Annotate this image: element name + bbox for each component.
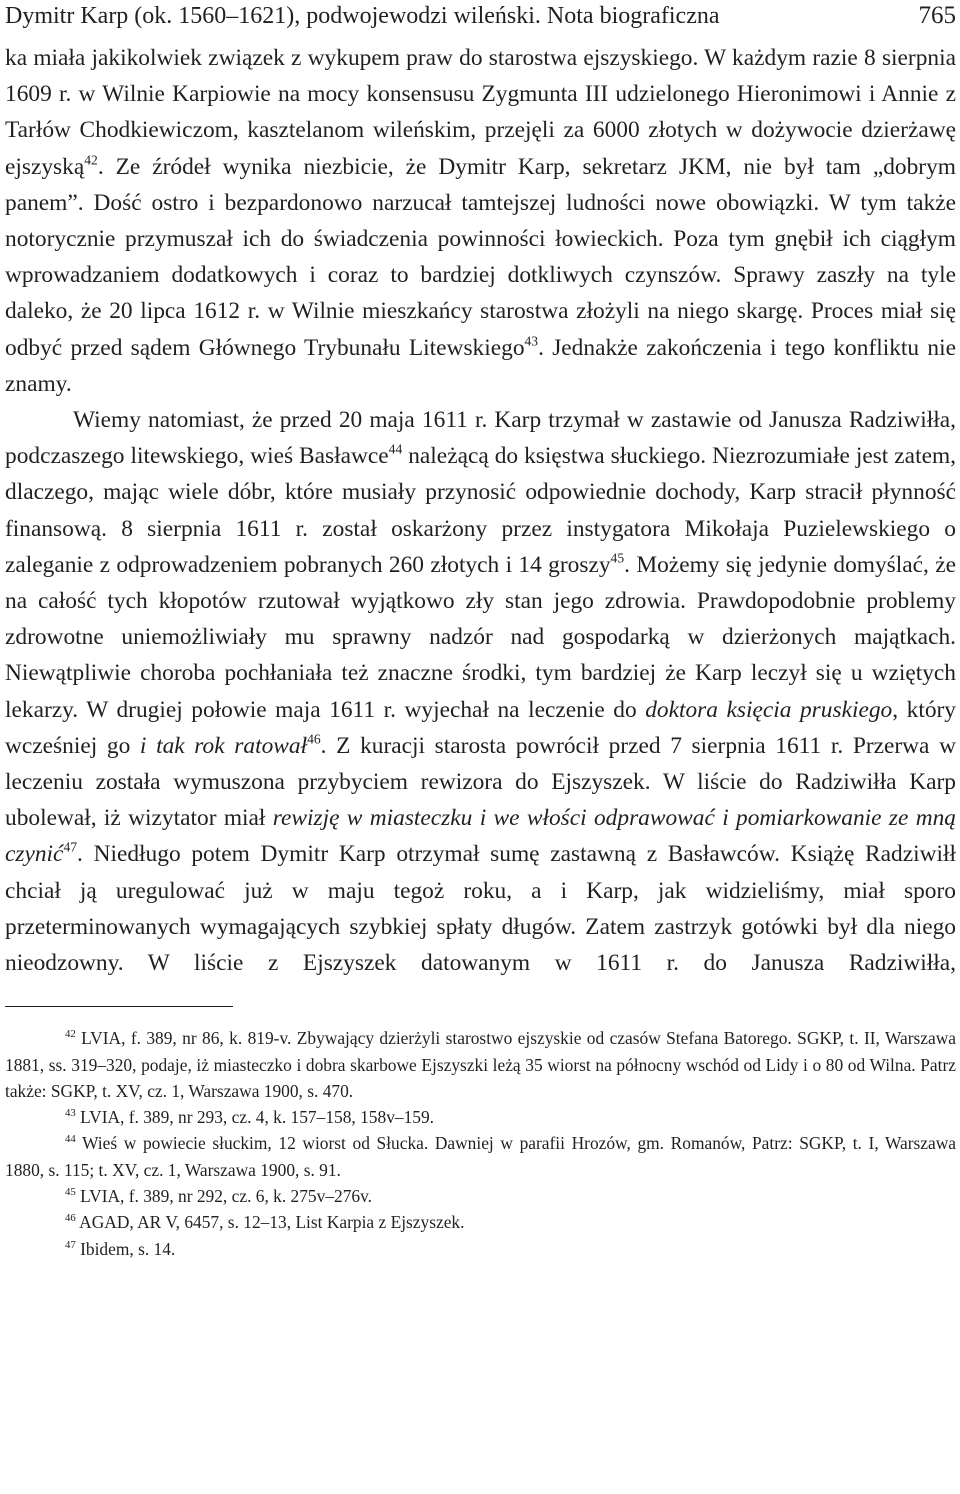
footnote-text: Ibidem, s. 14. bbox=[75, 1238, 176, 1259]
text-run: . Ze źródeł wynika niezbicie, że Dymitr Karp, sekretarz JKM, nie był tam „dobrym panem”. Dość ostro i bezpardonowo narzucał tamtejszej ludności nowe obowiązki. W tym także notorycznie przymuszał ich do świadczenia powinności łowieckich. Poza tym gnębił ich ciągłym wprowadzaniem dodatkowych i coraz to bardziej dotkliwych czynszów. Sprawy zaszły na tyle daleko, że 20 lipca 1612 r. w Wilnie mieszkańcy starostwa złożyli na niego skargę. Proces miał się odbyć przed sądem Głównego Trybunału Litewskiego bbox=[5, 153, 956, 361]
running-head-title: Dymitr Karp (ok. 1560–1621), podwojewodzi wileński. Nota biograficzna bbox=[5, 3, 720, 29]
text-run: Wiemy natomiast, że przed 20 maja 1611 r. Karp trzymał w zastawie od Janusza Radziwiłła, podczaszego litewskiego, wieś Basławce bbox=[5, 407, 956, 470]
footnote-43 bbox=[5, 1104, 956, 1130]
footnote-ref-46[interactable]: 46 bbox=[307, 731, 321, 747]
paragraph-1 bbox=[5, 40, 956, 402]
footnote-ref-47[interactable]: 47 bbox=[63, 839, 78, 855]
footnote-45 bbox=[5, 1183, 956, 1209]
footnote-divider bbox=[5, 1006, 233, 1007]
page bbox=[5, 0, 956, 1262]
text-run: ka miała jakikolwiek związek z wykupem praw do starostwa ejszyskiego. W każdym razie 8 sierpnia 1609 r. w Wilnie Karpiowie na mocy konsensusu Zygmunta III udzielonego Hieronimowi i Annie z Tarłów Chodkiewiczom, kasztelanom wileńskim, przejęli za 6000 złotych w dożywocie dzierżawę ejszyską bbox=[5, 45, 956, 180]
quote-italic: i tak rok ratował bbox=[139, 732, 308, 759]
footnote-44 bbox=[5, 1130, 956, 1183]
quote-italic: rewizję w miasteczku i we włości odprawować i pomiarkowanie ze mną czynić bbox=[5, 805, 957, 868]
footnote-text: LVIA, f. 389, nr 292, cz. 6, k. 275v–276v. bbox=[75, 1186, 373, 1207]
footnote-42 bbox=[5, 1025, 956, 1104]
footnote-number: 47 bbox=[65, 1238, 76, 1251]
text-run: . Możemy się jedynie domyślać, że na całość tych kłopotów rzutował wyjątkowo zły stan jego zdrowia. Prawdopodobnie problemy zdrowotne uniemożliwiały mu sprawny nadzór nad gospodarką w dzierżonych majątkach. Niewątpliwie choroba pochłaniała też znaczne środki, tym bardziej że Karp leczył się u wziętych lekarzy. W drugiej połowie maja 1611 r. wyjechał na leczenie do bbox=[5, 551, 956, 723]
footnote-number: 44 bbox=[65, 1133, 76, 1146]
footnote-text: AGAD, AR V, 6457, s. 12–13, List Karpia z Ejszyszek. bbox=[75, 1212, 465, 1233]
footnote-46 bbox=[5, 1209, 956, 1235]
text-run: . Niedługo potem Dymitr Karp otrzymał sumę zastawną z Basławców. Książę Radziwiłł chciał ją uregulować już w maju tegoż roku, a i Karp, jak widzieliśmy, miał sporo przeterminowanych wymagających szybkiej spłaty długów. Zatem zastrzyk gotówki był dla niego nieodzowny. W liście z Ejszyszek datowanym w 1611 r. do Janusza Radziwiłła, bbox=[5, 841, 956, 977]
text-run: . Z kuracji starosta powrócił przed 7 sierpnia 1611 r. Przerwa w leczeniu została wymuszona przybyciem rewizora do Ejszyszek. W liście do Radziwiłła Karp ubolewał, iż wizytator miał bbox=[5, 732, 956, 832]
footnote-text: LVIA, f. 389, nr 293, cz. 4, k. 157–158, 158v–159. bbox=[75, 1107, 435, 1128]
paragraph-2 bbox=[5, 402, 956, 981]
footnote-number: 42 bbox=[65, 1028, 76, 1041]
footnote-number: 46 bbox=[65, 1212, 76, 1225]
main-text bbox=[5, 40, 956, 981]
page-number: 765 bbox=[918, 2, 956, 29]
running-head bbox=[5, 0, 956, 34]
footnote-ref-42[interactable]: 42 bbox=[84, 152, 98, 168]
footnote-ref-43[interactable]: 43 bbox=[524, 333, 539, 349]
footnote-text: Wieś w powiecie słuckim, 12 wiorst od Słucka. Dawniej w parafii Hrozów, gm. Romanów, Patrz: SGKP, t. I, Warszawa 1880, s. 115; t. XV, cz. 1, Warszawa 1900, s. 91. bbox=[5, 1133, 956, 1180]
text-run: , który wcześniej go bbox=[5, 696, 956, 759]
footnote-number: 43 bbox=[65, 1107, 76, 1120]
text-run: należącą do księstwa słuckiego. Niezrozumiałe jest zatem, dlaczego, mając wiele dóbr, które musiały przynosić odpowiednie dochody, Karp stracił płynność finansową. 8 sierpnia 1611 r. został oskarżony przez instygatora Mikołaja Puzielewskiego o zaleganie z odprowadzeniem pobranych 260 złotych i 14 groszy bbox=[5, 443, 956, 578]
footnote-ref-44[interactable]: 44 bbox=[388, 441, 403, 457]
footnote-number: 45 bbox=[65, 1186, 76, 1199]
footnote-47 bbox=[5, 1236, 956, 1262]
footnote-text: LVIA, f. 389, nr 86, k. 819-v. Zbywający dzierżyli starostwo ejszyskie od czasów Stefana Batorego. SGKP, t. II, Warszawa 1881, ss. 319–320, podaje, iż miasteczko i dobra skarbowe Ejszyszki leżą 35 wiorst na północny wschód od Lidy i o 80 od Wilna. Patrz także: SGKP, t. XV, cz. 1, Warszawa 1900, s. 470. bbox=[5, 1028, 956, 1101]
footnote-ref-45[interactable]: 45 bbox=[610, 550, 625, 566]
text-run: . Jednakże zakończenia i tego konfliktu nie znamy. bbox=[5, 334, 956, 397]
footnotes bbox=[5, 1025, 956, 1262]
quote-italic: doktora księcia pruskiego bbox=[645, 696, 893, 723]
